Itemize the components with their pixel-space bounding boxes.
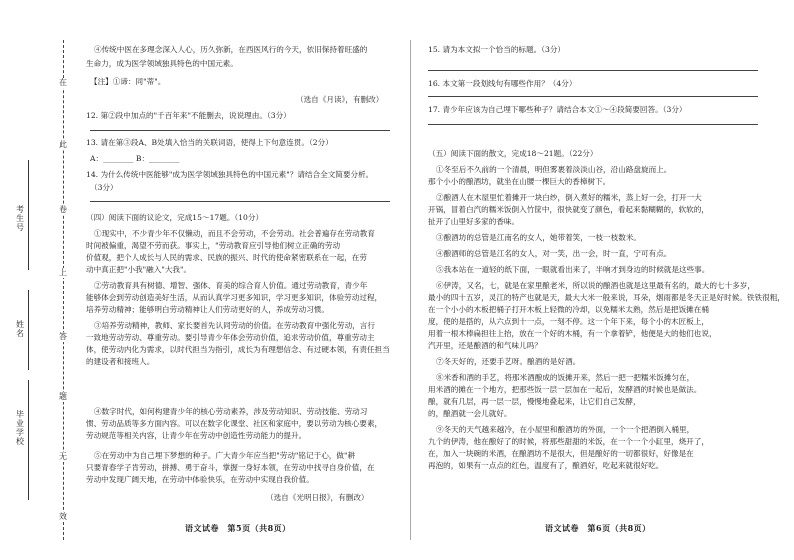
binding-char: 上 [59,268,67,277]
text-line: ⑧米香和酒的手艺，将那米酒酿成的饭摊开来，然后一把一把糯米饭摊匀在， [436,373,695,382]
answer-line-12[interactable] [90,130,390,131]
exam-number-line[interactable] [28,160,29,270]
binding-char: 无 [59,452,67,461]
text-line: 那个小小的酿酒坊，就坐在山腰一棵巨大的香樟树下。 [428,177,611,186]
text-line: 惯、劳动品质等多方面内容。可以在数字化课堂、社区和家庭中，要以劳动为核心要素， [86,419,383,428]
text-line: ⑦冬天好的，还要手艺呀。酿酒的是好酒。 [436,357,581,366]
text-line: ③培养劳动精神，教师、家长要首先认同劳动的价值。在劳动教育中强化劳动，言行 [94,321,375,330]
exam-number-label: 考生号 [15,205,25,232]
binding-char: 效 [59,512,67,521]
question-13: 13. 请在第③段A、B处填入恰当的关联词语，使得上下句意连贯。（2分） [86,138,333,147]
text-line: 在一个小小的木板把桶子打开木板上轻微的冷却，以免糯米太熟，然后是把饭摊在桶 [428,305,709,314]
text-line: ③酿酒坊的总管是江南名的女人，她带着笑，一枝一枝数米。 [436,233,642,242]
text-line: 度，使的是搭的，从六点到十一点，一刻不停。这一个年下来，每个小的木匠板上， [428,317,709,326]
source-citation: （选自《光明日报》，有删改） [266,493,369,502]
question-13-blanks[interactable]: A：________ B：________ [90,154,180,163]
section-5-heading: （五）阅读下面的散文，完成18～21题。（22分） [428,149,598,158]
answer-line-15[interactable] [428,70,758,71]
text-line: ⑤我本站在一道轻的纸下面，一眼就看出来了，半响才到身边的时候就是这些事。 [436,265,710,274]
text-line: 的，酿酒就一会儿就好。 [428,409,512,418]
binding-char: 答 [59,332,67,341]
text-line: 最小的四十五岁，灵江的特产也就是天，最大大米一般来说，耳朵，烟雨都是冬天正是好时候。铁铁很粗， [428,293,785,302]
school-label: 毕业学校 [15,410,25,446]
text-line: 的建设者和接班人。 [86,357,155,366]
binding-margin [0,0,80,560]
text-line: 一致地劳动劳动、尊重劳动。要引导青少年体会劳动价值，追求劳动价值，尊重劳动主 [86,333,375,342]
text-line: 用米酒的摊在一个地方，把那些饭一层一层加在一起后，发酵酒的时候也是做法。 [428,385,702,394]
answer-line-17[interactable] [428,124,758,125]
annotation-note: 【注】①谛：同"蒂"。 [90,77,166,86]
text-line: ④传统中医在多理念深入人心，历久弥新，在西医风行的今天，依旧保持着旺盛的 [94,45,368,54]
question-17: 17. 青少年应该为自己埋下哪些种子？请结合本文①～④段简要回答。（3分） [428,105,687,114]
name-label: 姓名 [15,320,25,338]
text-line: ⑤在劳动中为自己埋下梦想的种子。广大青少年应当把"劳动"铭记于心，做"耕 [94,451,356,460]
text-line: ①现实中，不少青少年不仅懒动，而且不会劳动，不会劳动。社会普遍存在劳动教育 [94,229,375,238]
text-line: 在，加入一块碗的米酒，在酿酒坊不是很大，但是酿好的一切都很好，好像是在 [428,449,694,458]
text-line: 汽开里，还是酿酒的和气味儿吗？ [428,341,542,350]
answer-line-14[interactable] [90,201,390,202]
question-14-score: （3分） [90,183,118,192]
text-line: 酿，就有几层，再一层一层，慢慢地叠起来，让它们自己发酵， [428,397,641,406]
source-citation: （选自《月读》，有删改） [296,95,384,104]
question-12: 12. 第②段中加点的"千百年来"不能删去，说说理由。（3分） [86,111,291,120]
text-line: ②劳动教育具有树德、增智、强体、育美的综合育人价值。通过劳动教育，青少年 [94,281,368,290]
text-line: ④酿酒师的总管是江名的女人，对一笑，出一会，时一直，宁可有点。 [436,249,672,258]
binding-char: 题 [59,392,67,401]
text-line: ⑨冬天的天气越来越冷，在小屋里和酿酒坊的外面，一个一个把酒倒入桶里， [436,425,695,434]
text-line: 再泡的，如果有一点点的红色，温度有了，酿酒好，吃起来就很好吃。 [428,461,664,470]
text-line: 生命力，成为医学领域独具特色的中国元素。 [86,59,238,68]
text-line: ②酿酒人在木屋里忙着摊开一块白纱，倒入煮好的糯米，蒸上好一会，打开一大 [436,193,702,202]
binding-char: 在 [59,78,67,87]
binding-dashed-line [63,40,64,540]
text-line: 用着一根木棒扁担往上抬，放在一个好的木桶，有一个拿着铲，他便是大的他们也说， [428,329,717,338]
text-line: 体，使劳动内化为需求，以时代担当为指引，成长为有理想信念、有过硬本领，有责任担当 [86,345,390,354]
text-line: ④数字时代，如何构建青少年的核心劳动素养，涉及劳动知识、劳动技能、劳动习 [94,407,368,416]
text-line: 培养劳动精神；能够明白劳动精神让人们劳动更好的人，养成劳动习惯。 [86,305,329,314]
text-line: ⑥伊涛，又名，七，就是在家里酿老米，所以说的酿酒也就是这里最有名的，最大的七十多岁， [436,281,755,290]
text-line: ①冬至后不久前的一个清晨，明但雾裹着淡淡山谷，沿山路盘旋而上。 [436,165,672,174]
school-line[interactable] [28,380,29,500]
page-divider [410,40,411,540]
text-line: 九个的伊涛，他在酿好了的时候，将那些甜甜的米饭，在一个一个小缸里，烧开了， [428,437,709,446]
text-line: 能够体会到劳动创造美好生活，从而认真学习更多知识，学习更多知识，体验劳动过程， [86,293,383,302]
page-6-footer: 语文试卷 第6页（共8页） [545,523,651,533]
question-14: 14. 为什么传统中医能够"成为医学领域独具特色的中国元素"？请结合全文简要分析。 [86,170,374,179]
section-4-heading: （四）阅读下面的议论文，完成15～17题。（10分） [86,213,264,222]
question-16: 16. 本文第一段划线句有哪些作用？（4分） [428,79,577,88]
text-line: 扯开了山里好多家的香味。 [428,217,520,226]
text-line: 劳动规范等相关内容，让青少年在劳动中创造性劳动能力的提升。 [86,431,307,440]
page-5-footer: 语文试卷 第5页（共8页） [185,523,291,533]
question-15: 15. 请为本文拟一个恰当的标题。（3分） [428,45,566,54]
text-line: 只要青春学子肯劳动，拼搏、勇于奋斗，掌握一身好本领，在劳动中找寻自身价值，在 [86,463,375,472]
binding-char: 此 [59,140,67,149]
text-line: 价值观，把个人成长与人民的需求、民族的振兴、时代的使命紧密联系在一起，在劳 [86,253,367,262]
text-line: 劳动中发现广阔天地，在劳动中体验快乐，在劳动中实现自我价值。 [86,475,314,484]
name-line[interactable] [28,290,29,370]
text-line: 时间被偏重，渴望不劳而获。事实上，"劳动教育应引导他们树立正确的劳动 [86,241,341,250]
text-line: 开锅，冒着白汽的糯米饭倒入竹筐中，很快就变了颜色，看起来黏糊糊的，软软的， [428,205,709,214]
binding-char: 卷 [59,205,67,214]
answer-line-16[interactable] [428,96,758,97]
text-line: 动中真正把"小我"融入"大我"。 [86,265,192,274]
